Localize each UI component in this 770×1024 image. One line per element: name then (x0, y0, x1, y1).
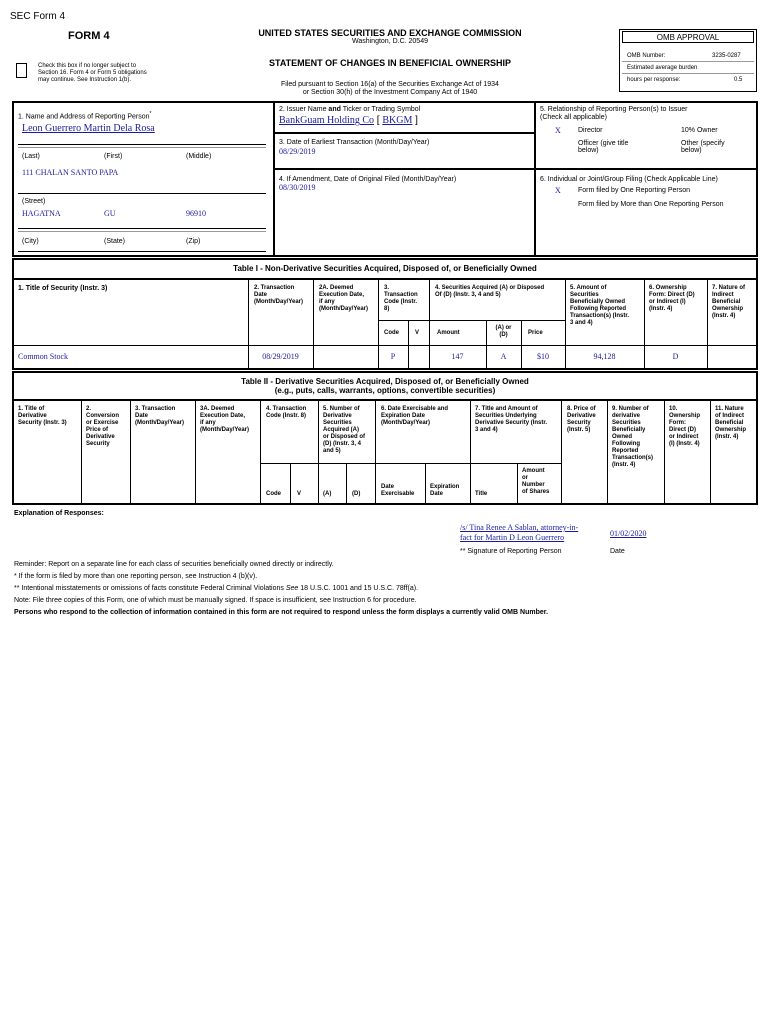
city-value: HAGATNA (22, 209, 61, 218)
statement-title: STATEMENT OF CHANGES IN BENEFICIAL OWNERSHIP (268, 58, 511, 68)
t1-header-code: 3. Transaction Code (Instr. 8) (384, 285, 418, 312)
t2-header-price: 8. Price of Derivative Security (Instr. 5) (567, 406, 596, 433)
row-date: 08/29/2019 (262, 352, 299, 361)
filed-pursuant-line2: or Section 30(h) of the Investment Company Act of 1940 (302, 89, 478, 96)
section16-checkbox[interactable] (16, 63, 27, 78)
note-file-copies: Note: File three copies of this Form, one of which must be manually signed. If space is insufficient, see Instruction 6 for procedure. (14, 597, 417, 604)
table1-title: Table I - Non-Derivative Securities Acquired, Disposed of, or Beneficially Owned (233, 264, 537, 273)
state-value: GU (104, 209, 116, 218)
t1-sub-aord: (A) or (D) (495, 325, 512, 338)
officer-label-1: Officer (give title (578, 140, 629, 147)
t2-sub-a: (A) (323, 491, 332, 497)
row-price: $10 (537, 352, 549, 361)
filing-one-mark: X (555, 186, 561, 195)
t2-sub-code: Code (266, 491, 281, 497)
relationship-sublabel: (Check all applicable) (540, 114, 607, 121)
t1-sub-code: Code (384, 330, 399, 336)
t1-sub-v: V (415, 330, 420, 336)
zip-label: (Zip) (186, 238, 201, 245)
omb-title: OMB APPROVAL (656, 33, 720, 42)
row-amount: 147 (451, 352, 464, 361)
director-label: Director (578, 127, 603, 134)
filing-more-label: Form filed by More than One Reporting Person (578, 201, 724, 208)
issuer-ticker-link[interactable]: BKGM (382, 115, 413, 126)
row-aord: A (500, 352, 507, 361)
t2-sub-title: Title (475, 491, 488, 497)
signature-line-2: fact for Martin D Leon Guerrero (460, 533, 565, 542)
note-multiple-persons: * If the form is filed by more than one reporting person, see Instruction 4 (b)(v). (14, 573, 258, 580)
filing-one-label: Form filed by One Reporting Person (578, 187, 691, 194)
signature-label: ** Signature of Reporting Person (460, 548, 562, 555)
t2-header-title: 1. Title of Derivative Security (Instr. 3) (18, 406, 67, 426)
director-mark: X (555, 126, 561, 135)
relationship-label: 5. Relationship of Reporting Person(s) to Issuer (540, 106, 688, 113)
amendment-label: 4. If Amendment, Date of Original Filed (Month/Day/Year) (279, 176, 457, 183)
filing-label: 6. Individual or Joint/Group Filing (Check Applicable Line) (540, 176, 718, 183)
filed-pursuant-line1: Filed pursuant to Section 16(a) of the Securities Exchange Act of 1934 (281, 81, 499, 88)
t2-header-number: 5. Number of Derivative Securities Acquired (A) or Disposed of (D) (Instr. 3, 4 and 5) (323, 406, 366, 454)
t2-sub-v: V (297, 491, 302, 497)
t1-header-ownership-form: 6. Ownership Form: Direct (D) or Indirect (I) (Instr. 4) (649, 285, 695, 312)
t1-sub-price: Price (528, 330, 543, 336)
zip-value: 96910 (186, 209, 206, 218)
t1-header-deemed: 2A. Deemed Execution Date, if any (Month/Day/Year) (319, 285, 369, 312)
other-label-1: Other (specify (681, 140, 725, 147)
t2-sub-amount: Amount or Number of Shares (522, 468, 550, 495)
t2-header-owned: 9. Number of derivative Securities Beneficially Owned Following Reported Transaction(s) (Instr. 4) (612, 406, 654, 468)
city-label: (City) (22, 238, 39, 245)
checkbox-text-2: Section 16. Form 4 or Form 5 obligations (38, 70, 147, 76)
reporting-person-label: 1. Name and Address of Reporting Person* (18, 111, 152, 121)
t2-sub-d: (D) (352, 491, 361, 497)
t2-header-underlying: 7. Title and Amount of Securities Underlying Derivative Security (Instr. 3 and 4) (475, 406, 548, 433)
checkbox-text-3: may continue. See Instruction 1(b). (38, 77, 132, 83)
date-label: Date (610, 548, 625, 555)
checkbox-text-1: Check this box if no longer subject to (38, 63, 137, 69)
row-owned: 94,128 (593, 352, 616, 361)
omb-number-value: 3235-0287 (712, 53, 741, 59)
other-label-2: below) (681, 147, 702, 154)
earliest-transaction-label: 3. Date of Earliest Transaction (Month/Day/Year) (279, 139, 430, 146)
row-code: P (390, 352, 396, 361)
last-name-label: (Last) (22, 153, 40, 160)
t1-header-title: 1. Title of Security (Instr. 3) (18, 285, 108, 292)
middle-name-label: (Middle) (186, 153, 212, 160)
t2-header-date: 3. Transaction Date (Month/Day/Year) (135, 406, 185, 426)
row-title: Common Stock (18, 352, 69, 361)
first-name-label: (First) (104, 153, 123, 160)
ten-percent-owner-label: 10% Owner (681, 127, 718, 134)
t2-header-conversion: 2. Conversion or Exercise Price of Derivative Security (86, 406, 120, 447)
t1-header-nature: 7. Nature of Indirect Beneficial Ownership (Instr. 4) (712, 285, 746, 319)
signature-date: 01/02/2020 (610, 529, 647, 538)
t2-header-code: 4. Transaction Code (Instr. 8) (266, 406, 307, 419)
t2-header-nature: 11. Nature of Indirect Beneficial Ownership (Instr. 4) (715, 406, 747, 440)
t2-header-exercisable: 6. Date Exercisable and Expiration Date (Month/Day/Year) (381, 406, 449, 426)
t1-sub-amount: Amount (437, 330, 460, 336)
sec-form-label: SEC Form 4 (10, 11, 66, 22)
note-misstatements: ** Intentional misstatements or omissions of facts constitute Federal Criminal Violations See 18 U.S.C. 1001 and 15 U.S.C. 78ff(a). (14, 585, 419, 592)
agency-name: UNITED STATES SECURITIES AND EXCHANGE COMMISSION (258, 28, 522, 38)
t2-sub-expiration: Expiration Date (430, 484, 460, 497)
note-omb-notice: Persons who respond to the collection of information contained in this form are not required to respond unless the form displays a currently valid OMB Number. (14, 609, 549, 616)
t1-header-date: 2. Transaction Date (Month/Day/Year) (254, 285, 304, 305)
earliest-transaction-date: 08/29/2019 (279, 147, 316, 156)
omb-hours-label: hours per response: (627, 77, 681, 83)
issuer-name-row: BankGuam Holding Co [ BKGM ] (279, 115, 418, 126)
table2-subtitle: (e.g., puts, calls, warrants, options, convertible securities) (274, 386, 496, 395)
state-label: (State) (104, 238, 126, 245)
row-ownership-form: D (672, 352, 679, 361)
reminder-text: Reminder: Report on a separate line for each class of securities beneficially owned directly or indirectly. (14, 561, 334, 568)
table2-title: Table II - Derivative Securities Acquired, Disposed of, or Beneficially Owned (241, 377, 529, 386)
issuer-label: 2. Issuer Name and Ticker or Trading Symbol (279, 106, 421, 113)
officer-label-2: below) (578, 147, 599, 154)
t2-header-ownership-form: 10. Ownership Form: Direct (D) or Indirect (I) (Instr. 4) (669, 406, 701, 447)
amendment-date: 08/30/2019 (279, 183, 316, 192)
form-title: FORM 4 (68, 30, 110, 42)
omb-number-label: OMB Number: (627, 53, 666, 59)
reporting-person-name-link[interactable]: Leon Guerrero Martin Dela Rosa (22, 123, 155, 134)
agency-location: Washington, D.C. 20549 (351, 38, 428, 45)
omb-hours-value: 0.5 (734, 77, 743, 83)
t1-header-securities: 4. Securities Acquired (A) or Disposed Of (D) (Instr. 3, 4 and 5) (435, 285, 545, 298)
street-value: 111 CHALAN SANTO PAPA (22, 168, 119, 177)
issuer-name-link[interactable]: BankGuam Holding Co (279, 115, 374, 126)
signature-line-1: /s/ Tina Renee A Sablan, attorney-in- (460, 523, 579, 532)
omb-burden-label: Estimated average burden (627, 65, 698, 71)
street-label: (Street) (22, 198, 46, 205)
t2-header-deemed: 3A. Deemed Execution Date, if any (Month/Day/Year) (200, 406, 250, 433)
t1-header-amount-owned: 5. Amount of Securities Beneficially Owned Following Reported Transaction(s) (Instr. 3 and 4) (570, 285, 630, 326)
t2-sub-exercisable: Date Exercisable (381, 484, 415, 497)
explanation-label: Explanation of Responses: (14, 510, 104, 517)
